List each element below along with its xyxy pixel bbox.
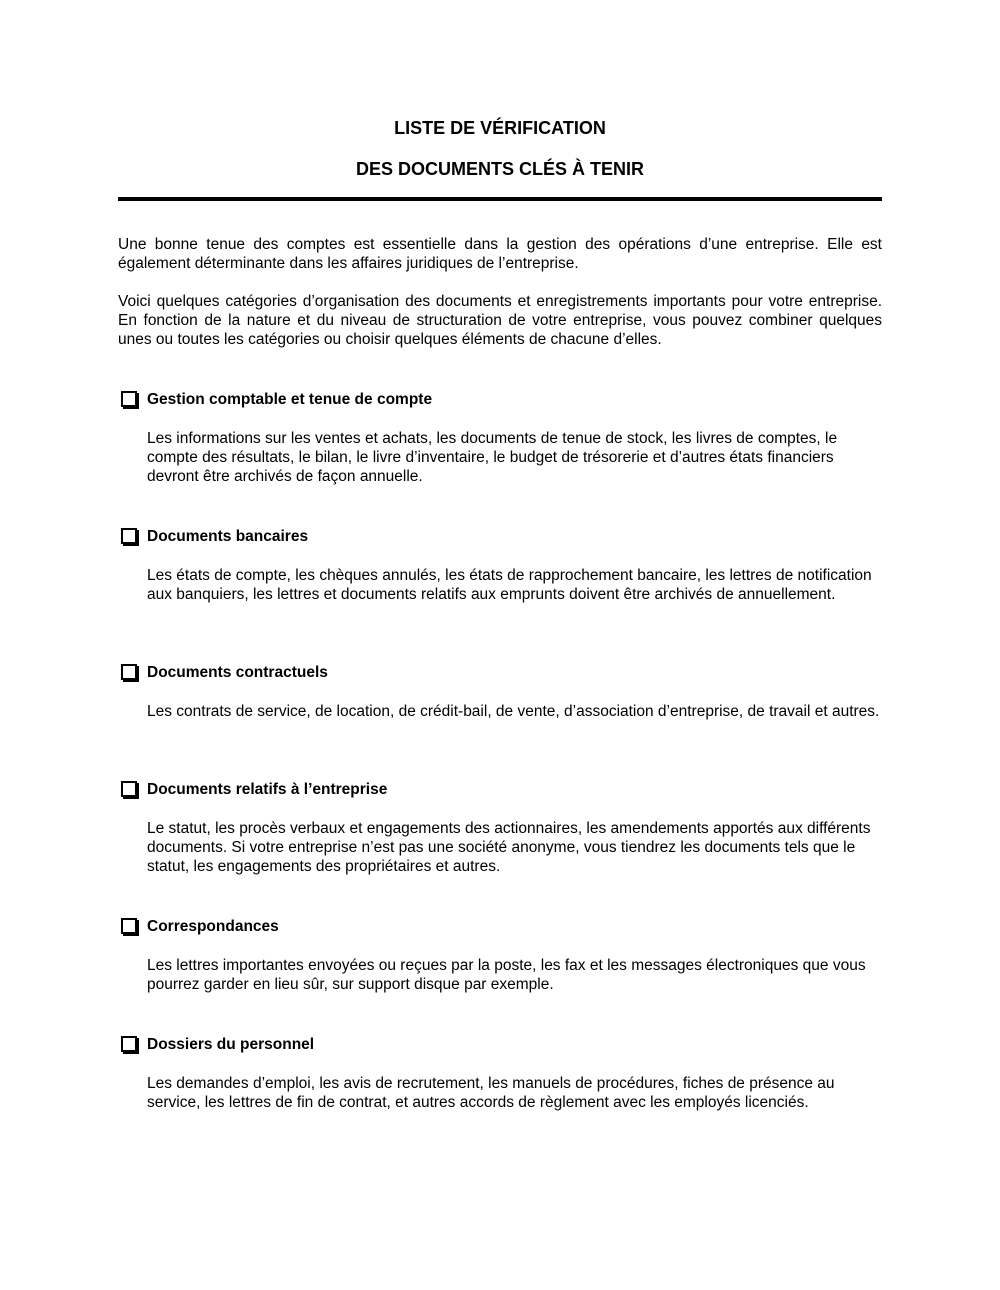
document-title: LISTE DE VÉRIFICATION [394,118,606,138]
checkbox-icon[interactable] [121,391,137,407]
intro-paragraph: Une bonne tenue des comptes est essentielle dans la gestion des opérations d’une entreprise. Elle est également déterminante dans les affaires juridiques de l’entreprise. [118,236,882,272]
checklist-item-description: Les contrats de service, de location, de crédit-bail, de vente, d’association d’entreprise, de travail et autres. [147,703,880,720]
checklist-item-title: Correspondances [147,918,279,935]
checkbox-icon[interactable] [121,664,137,680]
checklist-item-description: Les lettres importantes envoyées ou reçues par la poste, les fax et les messages électroniques que vous pourrez garder en lieu sûr, sur support disque par exemple. [147,957,866,993]
checklist-item [118,664,882,721]
checklist-item-description: Le statut, les procès verbaux et engagements des actionnaires, les amendements apportés aux différents documents. Si votre entreprise n’est pas une société anonyme, vous tiendrez les documents tels que le statut, les engagements des propriétaires et autres. [147,820,871,875]
checklist-item-description: Les demandes d’emploi, les avis de recrutement, les manuels de procédures, fiches de présence au service, les lettres de fin de contrat, et autres accords de règlement avec les employés licenciés. [147,1075,835,1111]
checklist-item-title: Documents bancaires [147,528,309,545]
checkbox-icon[interactable] [121,528,137,544]
checklist-item [118,1036,882,1112]
intro-paragraph: Voici quelques catégories d’organisation des documents et enregistrements importants pour votre entreprise. En fonction de la nature et du niveau de structuration de votre entreprise, vous pouvez combiner quelques unes ou toutes les catégories ou choisir quelques éléments de chacune d’elles. [118,293,882,348]
checklist-item-description: Les informations sur les ventes et achats, les documents de tenue de stock, les livres de comptes, le compte des résultats, le bilan, le livre d’inventaire, le budget de trésorerie et d’autres états financiers devront être archivés de façon annuelle. [147,430,838,485]
checkbox-icon[interactable] [121,781,137,797]
checklist-item-title: Dossiers du personnel [147,1036,315,1053]
checklist-item-description: Les états de compte, les chèques annulés, les états de rapprochement bancaire, les lettres de notification aux banquiers, les lettres et documents relatifs aux emprunts doivent être archivés de annuellement. [147,567,872,603]
checklist-item-title: Gestion comptable et tenue de compte [147,391,433,408]
checklist-item [118,781,882,876]
document-subtitle: DES DOCUMENTS CLÉS À TENIR [355,159,645,179]
checklist-item-title: Documents relatifs à l’entreprise [147,781,388,798]
checklist-item-title: Documents contractuels [147,664,328,681]
checkbox-icon[interactable] [121,918,137,934]
checklist-item [118,528,882,604]
title-divider [118,197,882,201]
checklist-item [118,918,882,994]
checklist-item [118,391,882,486]
checkbox-icon[interactable] [121,1036,137,1052]
